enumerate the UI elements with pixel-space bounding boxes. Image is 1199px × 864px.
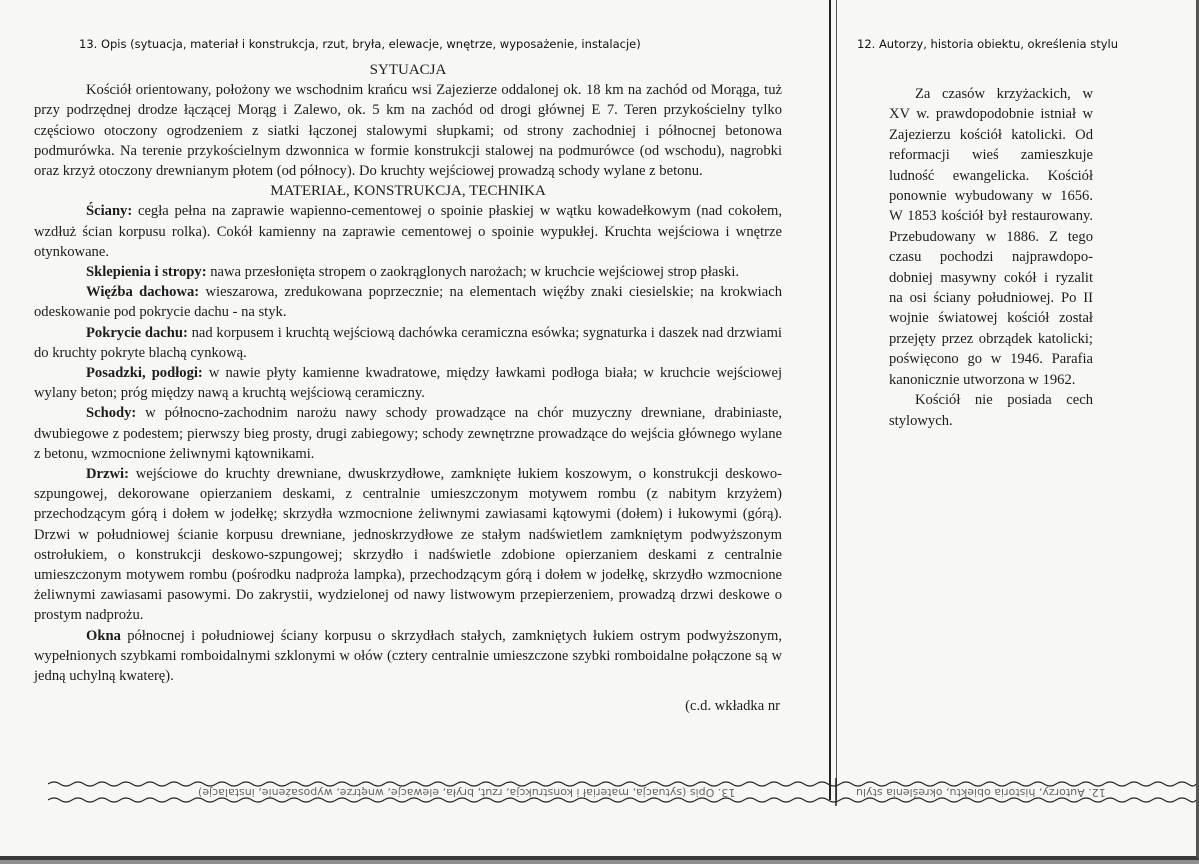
sytuacja-text: Kościół orientowany, położony we wschodnim krańcu wsi Zajezierze oddalonej ok. 18 km na zachód od Morąga, tuż przy podrzędnej drodze łączącej Morąg i Zalewo, ok. 5 km na zachód od drogi głównej E 7. Teren przykościelny tylko częściowo otoczony ogrodzeniem z siatki łączonej stalowymi słupkami; od strony zachodniej i północnej betonowa podmurówka. Na terenie przykościelnym dzwonnica w formie konstrukcji stalowej na podmurówce (od wschodu), nagrobki oraz krzyż otoczony drewnianym płotem (od północy). Do kruchty wejściowej prowadzą schody wylane z betonu.: [34, 82, 782, 180]
material-text: północnej i południowej ściany korpusu o skrzydłach stałych, zamkniętych łukiem ostrym podwyższonym, wypełnionych szybkami romboidalnymi szklonymi w ołów (cztery centralnie umieszczone szybki romboidalne połączone są w jedną uchylną kwaterę).: [34, 627, 782, 685]
material-label: Sklepienia i stropy:: [86, 264, 207, 281]
continuation-note: (c.d. wkładka nr: [685, 698, 780, 715]
material-item-vaults: [34, 262, 782, 282]
material-text: cegła pełna na zaprawie wapienno-cementowej o spoinie płaskiej w wątku kowadełkowym (nad cokołem, wzdłuż ścian korpusu rolka). Cokół kamienny na zaprawie cementowej o spoinie wypukłej. Kruchta wejściowa i wnętrze otynkowane.: [34, 203, 782, 260]
style-paragraph: Kościół nie posiada cech stylowych.: [889, 392, 1093, 429]
material-label: Ściany:: [86, 203, 133, 220]
description-column: [34, 60, 782, 717]
material-text: nawa przesłonięta stropem o zaokrąglonych narożach; w kruchcie wejściowej strop płaski.: [206, 264, 740, 281]
material-label: Schody:: [86, 405, 137, 422]
mirrored-header-authors: 12. Autorzy, historia obiektu, określenia stylu: [856, 786, 1106, 799]
header-description: 13. Opis (sytuacja, materiał i konstrukcja, rzut, bryła, elewacje, wnętrze, wyposażenie, instalacje): [79, 37, 641, 51]
mirrored-header-description: 13. Opis (sytuacja, materiał i konstrukcja, rzut, bryła, elewacje, wnętrze, wyposażenie, instalacje): [198, 786, 736, 799]
material-item-doors: [34, 464, 782, 626]
column-divider: [829, 0, 831, 800]
material-label: Posadzki, podłogi:: [86, 365, 203, 382]
material-label: Więźba dachowa:: [86, 284, 200, 301]
history-paragraph: Za czasów krzyżackich, w XV w. prawdopodobnie istniał w Zajezierzu kościół katolicki. Od reformacji wieś zamieszkuje ludność ewangelicka. Kościół ponownie wybudowany w 1656. W 1853 kościół był restaurowany. Przebudowany w 1886. Z tego czasu pochodzi najprawdopo-dobniej masywny cokół i ryzalit na osi ściany południowej. Po II wojnie światowej kościół został przejęty przez obrządek katolicki; poświęcono go w 1946. Parafia kanonicznie utworzona w 1962.: [889, 86, 1093, 388]
mirrored-fold-strip: [48, 778, 1196, 806]
material-label: Okna: [86, 627, 121, 644]
material-text: nad korpusem i kruchtą wejściową dachówka ceramiczna esówka; sygnaturka i daszek nad drzwiami do kruchty pokryte blachą cynkową.: [34, 324, 782, 361]
history-column: [889, 84, 1093, 431]
material-text: w nawie płyty kamienne kwadratowe, między ławkami podłoga biała; w kruchcie wejściowej wylany beton; próg między nawą a kruchtą wejściową ceramiczny.: [34, 365, 782, 402]
section-title-material: MATERIAŁ, KONSTRUKCJA, TECHNIKA: [270, 183, 546, 200]
material-text: wieszarowa, zredukowana poprzecznie; na elementach więźby znaki ciesielskie; na krokwiach odeskowanie pod pokrycie dachu - na styk.: [34, 284, 782, 321]
material-item-windows: [34, 626, 782, 687]
material-item-roof-truss: [34, 282, 782, 322]
material-item-floors: [34, 363, 782, 403]
material-item-walls: [34, 201, 782, 262]
section-title-sytuacja: SYTUACJA: [369, 62, 447, 78]
material-item-roofing: [34, 323, 782, 363]
material-label: Drzwi:: [86, 466, 129, 483]
column-divider-secondary: [836, 0, 837, 800]
material-text: wejściowe do kruchty drewniane, dwuskrzydłowe, zamknięte łukiem koszowym, o konstrukcji deskowo-szpungowej, dekorowane opierzaniem deskami, z centralnie umieszczonym motywem rombu (z nabitym krzyżem) przechodzącym górą i dołem w jodełkę; skrzydła wzmocnione żeliwnymi zawiasami kątowymi (dołem) i łukowymi (górą). Drzwi w południowej ścianie korpusu drewniane, jednoskrzydłowe ze stałym nadświetlem zamkniętym podwyższonym ostrołukiem, o konstrukcji deskowo-szpungowej; skrzydło i nadświetle zdobione opierzaniem deskami z centralnie umieszczonym motywem rombu (pośrodku nadproża lampka), przechodzącym górą i dołem w jodełkę, skrzydło wzmocnione żeliwnymi zawiasami pasowymi. Do zakrystii, wydzielonej od nawy listwowym przepierzeniem, prowadzą drzwi deskowe o prostym nadprożu.: [34, 466, 782, 624]
material-item-stairs: [34, 403, 782, 464]
header-authors-history: 12. Autorzy, historia obiektu, określenia stylu: [857, 37, 1119, 51]
material-text: w północno-zachodnim narożu nawy schody prowadzące na chór muzyczny drewniane, drabiniaste, dwubiegowe z podestem; pierwszy bieg prosty, drugi zabiegowy; schody zewnętrzne prowadzące do wejścia głównego wylane z betonu, wzmocnione żeliwnymi kątownikami.: [34, 405, 782, 462]
material-label: Pokrycie dachu:: [86, 324, 188, 341]
